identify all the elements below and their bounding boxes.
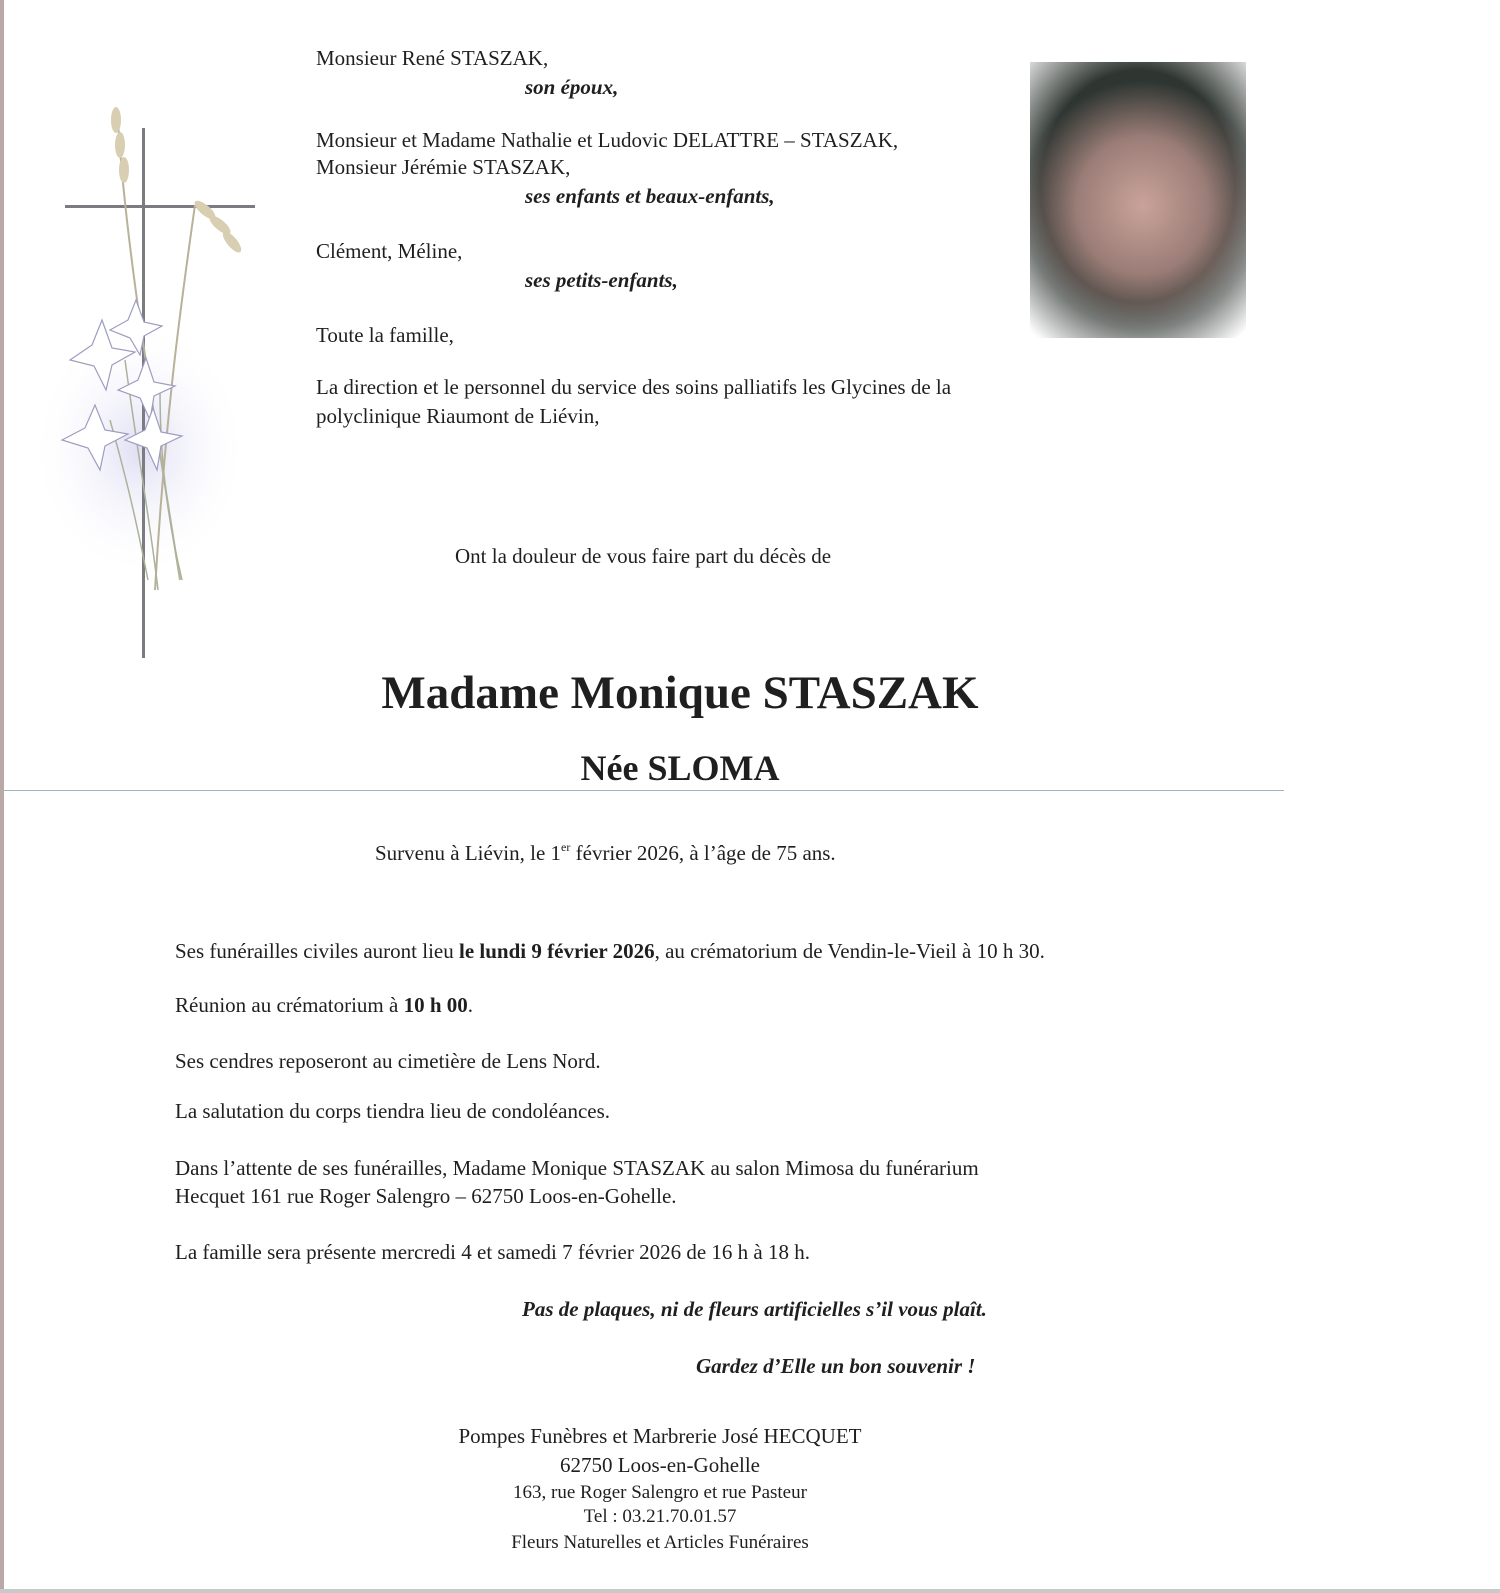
funeral-home-services: Fleurs Naturelles et Articles Funéraires xyxy=(511,1532,809,1553)
meeting-details xyxy=(175,995,473,1016)
clinic-line-1: La direction et le personnel du service des soins palliatifs les Glycines de la xyxy=(316,375,952,399)
deceased-name: Madame Monique STASZAK xyxy=(381,667,979,719)
death-suffix: février 2026, à l’âge de 75 ans. xyxy=(570,841,836,865)
funeral-home-phone: Tel : 03.21.70.01.57 xyxy=(583,1506,737,1527)
condolences-text: La salutation du corps tiendra lieu de condoléances. xyxy=(175,1099,611,1123)
maiden-name: Née SLOMA xyxy=(580,748,780,788)
request-text: Pas de plaques, ni de fleurs artificielles s’il vous plaît. xyxy=(522,1297,987,1321)
funeral-prefix: Ses funérailles civiles auront lieu xyxy=(175,939,460,963)
children-line-1: Monsieur et Madame Nathalie et Ludovic DELATTRE – STASZAK, xyxy=(316,128,899,152)
funeral-suffix: , au crématorium de Vendin-le-Vieil à 10 h 30. xyxy=(654,939,1045,963)
rest-line-2: Hecquet 161 rue Roger Salengro – 62750 Loos-en-Gohelle. xyxy=(175,1184,677,1208)
death-superscript: er xyxy=(561,840,571,854)
funeral-home-address: 163, rue Roger Salengro et rue Pasteur xyxy=(513,1482,807,1503)
intro-text: Ont la douleur de vous faire part du décès de xyxy=(455,544,832,568)
funeral-date: le lundi 9 février 2026 xyxy=(459,939,655,963)
children-role: ses enfants et beaux-enfants, xyxy=(525,184,775,208)
meeting-prefix: Réunion au crématorium à xyxy=(175,993,404,1017)
meeting-suffix: . xyxy=(467,993,474,1017)
funeral-home-name: Pompes Funèbres et Marbrerie José HECQUET xyxy=(458,1424,862,1448)
clinic-line-2: polyclinique Riaumont de Liévin, xyxy=(316,404,600,428)
death-notice xyxy=(375,840,836,865)
farewell-text: Gardez d’Elle un bon souvenir ! xyxy=(696,1354,976,1378)
husband-role: son époux, xyxy=(525,75,619,99)
meeting-time: 10 h 00 xyxy=(403,993,468,1017)
children-line-2: Monsieur Jérémie STASZAK, xyxy=(316,155,571,179)
death-prefix: Survenu à Liévin, le 1 xyxy=(375,841,562,865)
grandchildren-names: Clément, Méline, xyxy=(316,239,463,263)
funeral-home-city: 62750 Loos-en-Gohelle xyxy=(559,1453,761,1477)
page-bottom-edge xyxy=(0,1589,1500,1593)
whole-family: Toute la famille, xyxy=(316,323,454,347)
grandchildren-role: ses petits-enfants, xyxy=(525,268,678,292)
page-edge xyxy=(0,0,4,1593)
visits-text: La famille sera présente mercredi 4 et samedi 7 février 2026 de 16 h à 18 h. xyxy=(175,1240,810,1264)
ashes-text: Ses cendres reposeront au cimetière de Lens Nord. xyxy=(175,1049,601,1073)
portrait-photo xyxy=(1030,62,1246,338)
divider-line xyxy=(4,790,1284,791)
cross-flowers-illustration xyxy=(30,90,270,670)
rest-line-1: Dans l’attente de ses funérailles, Madame Monique STASZAK au salon Mimosa du funérarium xyxy=(175,1156,979,1180)
husband-name: Monsieur René STASZAK, xyxy=(316,46,549,70)
funeral-details xyxy=(175,941,1045,962)
